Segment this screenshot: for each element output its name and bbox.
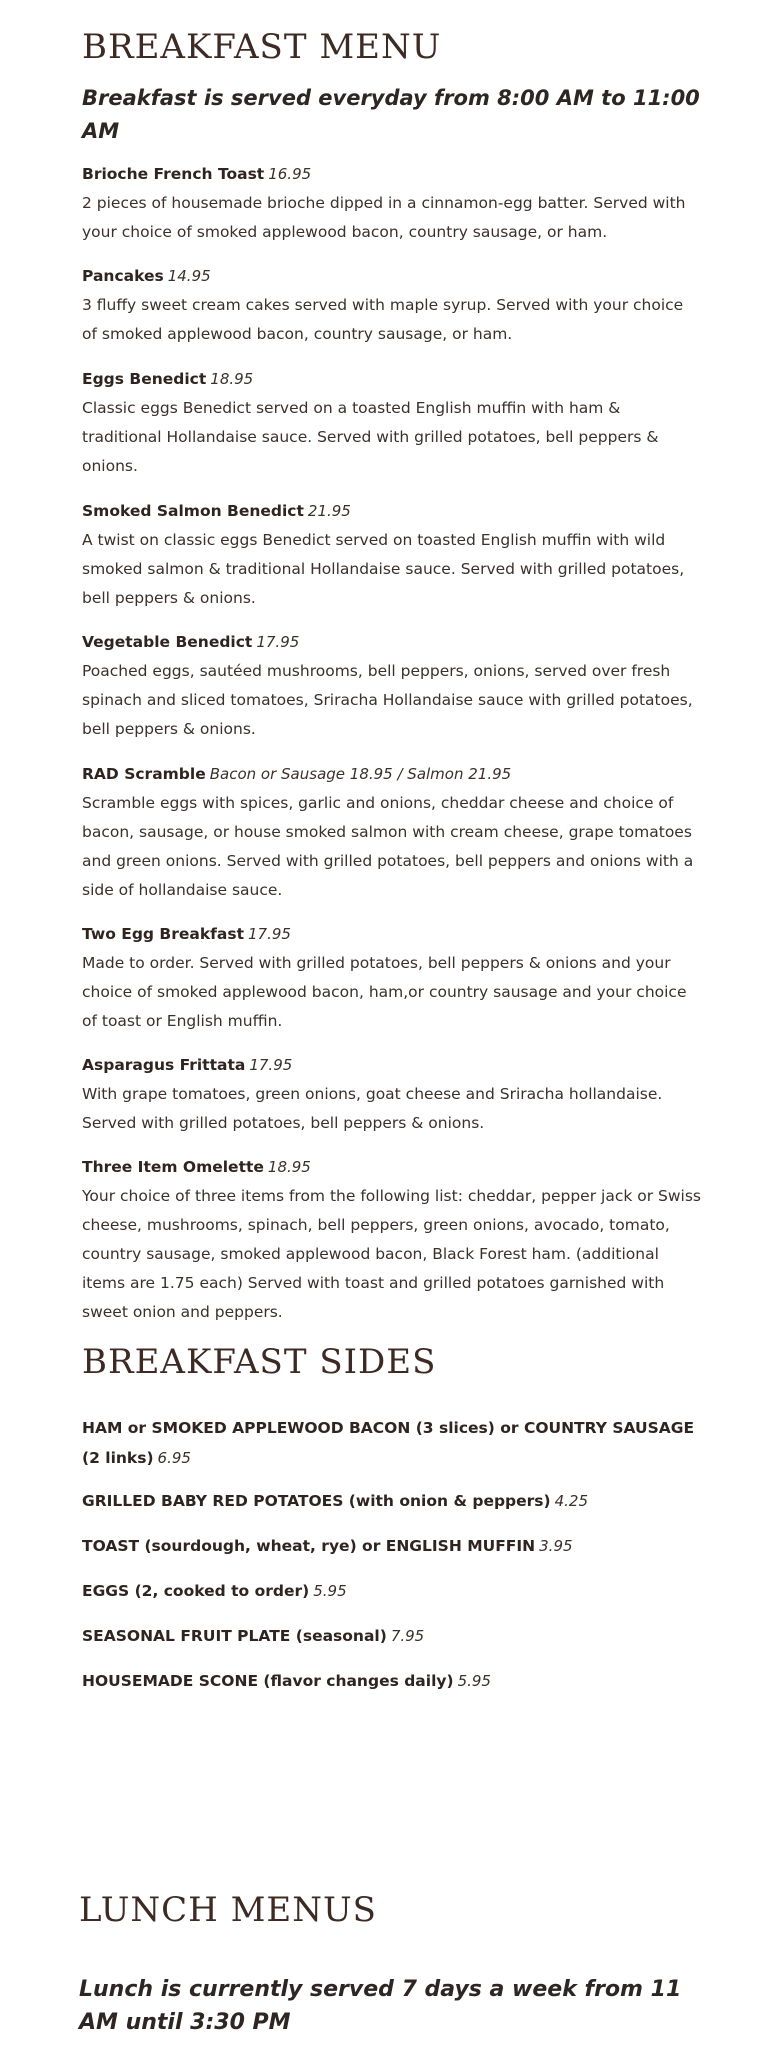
side-item [82,1666,702,1696]
lunch-menus-title: LUNCH MENUS [79,1890,377,1930]
item-description: With grape tomatoes, green onions, goat cheese and Sriracha hollandaise. Served with grilled potatoes, bell peppers & onions. [82,1085,663,1132]
side-item [82,1531,702,1561]
breakfast-item [82,1153,702,1327]
breakfast-item [82,365,702,481]
breakfast-item [82,628,702,744]
item-name: HOUSEMADE SCONE (flavor changes daily) [82,1672,454,1690]
item-name: Brioche French Toast [82,165,265,183]
item-name: EGGS (2, cooked to order) [82,1582,310,1600]
item-price: 5.95 [457,1672,491,1690]
item-name: HAM or SMOKED APPLEWOOD BACON (3 slices) or COUNTRY SAUSAGE (2 links) [82,1419,695,1467]
item-description: A twist on classic eggs Benedict served on toasted English muffin with wild smoked salmon & traditional Hollandaise sauce. Served with grilled potatoes, bell peppers & onions. [82,531,685,607]
item-price: 16.95 [268,165,312,183]
breakfast-menu-title: BREAKFAST MENU [82,27,442,67]
breakfast-sides-title: BREAKFAST SIDES [82,1342,437,1382]
item-price: 7.95 [390,1627,425,1645]
item-name: GRILLED BABY RED POTATOES (with onion & peppers) [82,1492,551,1510]
item-price: 17.95 [256,633,300,651]
side-item [82,1576,702,1606]
breakfast-hours: Breakfast is served everyday from 8:00 AM to 11:00 AM [82,86,700,143]
item-description: Poached eggs, sautéed mushrooms, bell peppers, onions, served over fresh spinach and sliced tomatoes, Sriracha Hollandaise sauce with grilled potatoes, bell peppers & onions. [82,662,693,738]
side-item [82,1621,702,1651]
item-description: Classic eggs Benedict served on a toasted English muffin with ham & traditional Hollandaise sauce. Served with grilled potatoes, bell peppers & onions. [82,399,659,475]
item-description: Your choice of three items from the following list: cheddar, pepper jack or Swiss cheese, mushrooms, spinach, bell peppers, green onions, avocado, tomato, country sausage, smoked applewood bacon, Black Forest ham. (additional items are 1.75 each) Served with toast and grilled potatoes garnished with sweet onion and peppers. [82,1187,702,1321]
item-name: RAD Scramble [82,765,206,783]
breakfast-item [82,920,702,1036]
item-name: Two Egg Breakfast [82,925,244,943]
item-price: Bacon or Sausage 18.95 / Salmon 21.95 [209,765,512,783]
breakfast-item [82,1051,702,1138]
item-price: 5.95 [313,1582,347,1600]
item-price: 18.95 [267,1158,311,1176]
item-description: 2 pieces of housemade brioche dipped in a cinnamon-egg batter. Served with your choice of smoked applewood bacon, country sausage, or ham. [82,194,686,241]
item-description: Made to order. Served with grilled potatoes, bell peppers & onions and your choice of smoked applewood bacon, ham,or country sausage and your choice of toast or English muffin. [82,954,687,1030]
item-name: Asparagus Frittata [82,1056,246,1074]
item-price: 6.95 [157,1449,191,1467]
item-name: TOAST (sourdough, wheat, rye) or ENGLISH MUFFIN [82,1537,536,1555]
breakfast-item [82,760,702,905]
item-price: 3.95 [539,1537,573,1555]
item-price: 17.95 [248,925,291,943]
breakfast-intro [82,82,702,148]
item-name: Pancakes [82,267,164,285]
item-price: 18.95 [210,370,254,388]
side-item [82,1486,702,1516]
breakfast-item [82,262,702,349]
item-name: Three Item Omelette [82,1158,264,1176]
item-description: Scramble eggs with spices, garlic and onions, cheddar cheese and choice of bacon, sausage, or house smoked salmon with cream cheese, grape tomatoes and green onions. Served with grilled potatoes, bell peppers and onions with a side of hollandaise sauce. [82,794,694,899]
item-name: Vegetable Benedict [82,633,253,651]
item-name: Eggs Benedict [82,370,207,388]
breakfast-item [82,160,702,247]
item-price: 17.95 [249,1056,293,1074]
item-price: 14.95 [167,267,211,285]
item-name: Smoked Salmon Benedict [82,502,304,520]
item-price: 21.95 [307,502,351,520]
lunch-intro [79,1973,699,2039]
side-item [82,1413,702,1473]
lunch-hours: Lunch is currently served 7 days a week from 11 AM until 3:30 PM [79,1977,682,2035]
item-name: SEASONAL FRUIT PLATE (seasonal) [82,1627,387,1645]
breakfast-item [82,497,702,613]
item-description: 3 fluffy sweet cream cakes served with maple syrup. Served with your choice of smoked applewood bacon, country sausage, or ham. [82,296,684,343]
item-price: 4.25 [554,1492,589,1510]
